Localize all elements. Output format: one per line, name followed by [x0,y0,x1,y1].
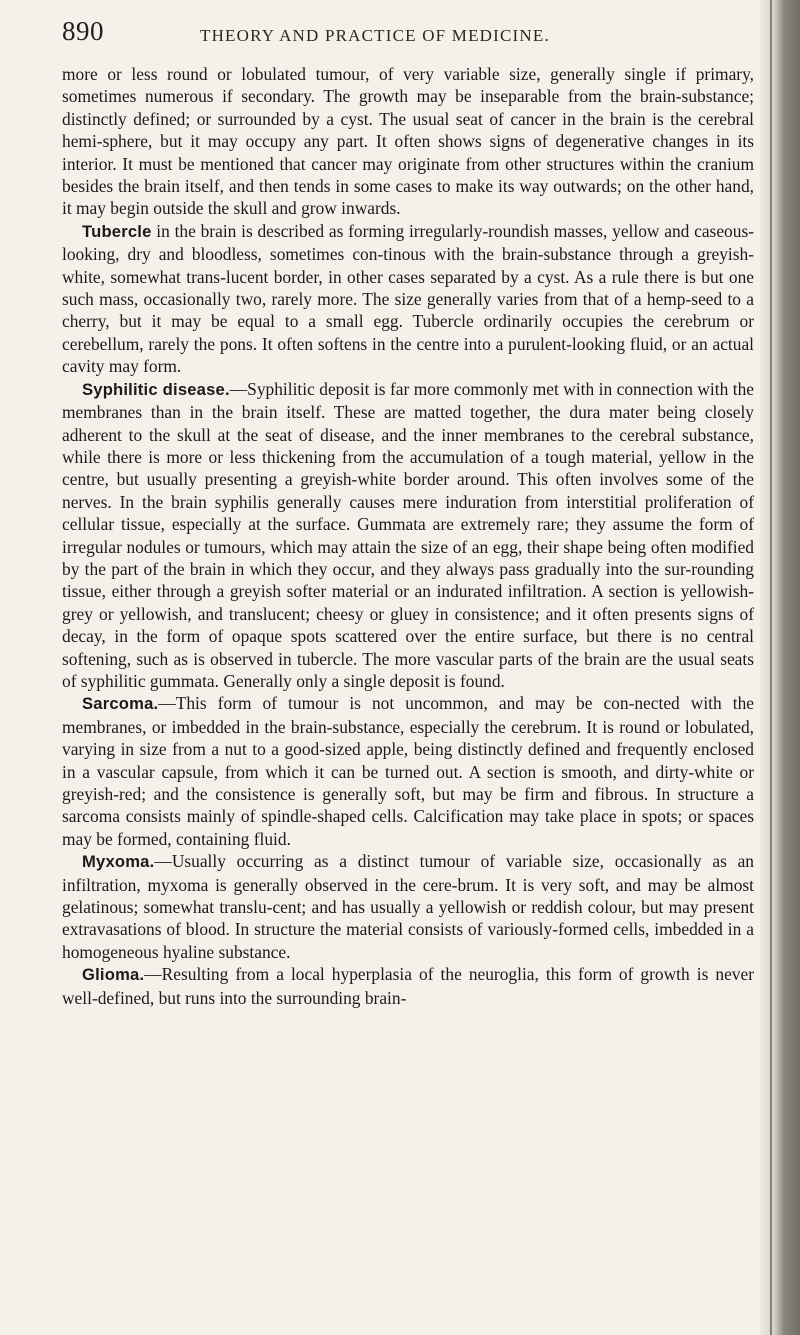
running-head: THEORY AND PRACTICE OF MEDICINE. [200,26,550,45]
paragraph-text: in the brain is described as forming irregularly-roundish masses, yellow and caseous-looking, dry and bloodless, sometimes con-tinous with the brain-substance through a greyish-white, somewhat trans-lucent border, in other cases separated by a cyst. As a rule there is but one such mass, occasionally two, rarely more. The size generally varies from that of a hemp-seed to a cherry, but it may be equal to a small egg. Tubercle ordinarily occupies the cerebrum or cerebellum, rarely the pons. It often softens in the centre into a purulent-looking fluid, or an actual cavity may form. [62,220,754,377]
book-gutter-shadow [760,0,800,1335]
page-header [62,16,762,58]
paragraph-syphilitic-disease [62,378,754,693]
paragraph-text: —This form of tumour is not uncommon, and may be con-nected with the membranes, or imbedded in the brain-substance, especially the cerebrum. It is round or lobulated, varying in size from a nut to a good-sized apple, being distinctly defined and frequently enclosed in a vascular capsule, from which it can be turned out. A section is smooth, and dirty-white or greyish-red; and the consistence is generally soft, but may be firm and fibrous. In structure a sarcoma consists mainly of spindle-shaped cells. Calcification may take place in spots; or spaces may be formed, containing fluid. [62,693,754,849]
section-term: Myxoma. [82,852,155,872]
paragraph-sarcoma [62,692,754,850]
paragraph-myxoma [62,850,754,963]
paragraph-text: —Syphilitic deposit is far more commonly met with in connection with the membranes than in the brain itself. These are matted together, the dura mater being closely adherent to the skull at the seat of disease, and the inner membranes to the cerebral substance, while there is more or less thickening from the accumulation of a tough material, yellow in the centre, but usually presenting a greyish-white border around. This often involves some of the nerves. In the brain syphilis generally causes mere induration from interstitial proliferation of cellular tissue, especially at the surface. Gummata are extremely rare; they assume the form of irregular nodules or tumours, which may attain the size of an egg, their shape being often modified by the part of the brain in which they occur, and they always pass gradually into the sur-rounding tissue, either through a greyish softer material or an indurated infiltration. A section is yellowish-grey or yellowish, and translucent; cheesy or gluey in consistence; and it often presents signs of decay, in the form of opaque spots scattered over the entire surface, but there is no central softening, such as is observed in tubercle. The more vascular parts of the brain are the usual seats of syphilitic gummata. Generally only a single deposit is found. [62,378,754,691]
book-gutter-edge [770,0,772,1335]
paragraph-glioma [62,963,754,1009]
body-text [62,63,754,1009]
section-term: Sarcoma. [82,694,159,714]
section-term: Tubercle [82,221,152,241]
paragraph-cancer-continued [62,63,754,220]
section-term: Glioma. [82,965,145,985]
paragraph-text: more or less round or lobulated tumour, of very variable size, generally single if primary, sometimes numerous if secondary. The growth may be inseparable from the brain-substance; distinctly defined; or surrounded by a cyst. The usual seat of cancer in the brain is the cerebral hemi-sphere, but it may occupy any part. It often shows signs of degenerative changes in its interior. It must be mentioned that cancer may originate from other structures within the cranium besides the brain itself, and then tends in some cases to make its way outwards; on the other hand, it may begin outside the skull and grow inwards. [62,64,754,219]
paragraph-text: —Usually occurring as a distinct tumour of variable size, occasionally as an infiltration, myxoma is generally observed in the cere-brum. It is very soft, and may be almost gelatinous; somewhat translu-cent; and has usually a yellowish or reddish colour, but may present extravasations of blood. In structure the material consists of variously-formed cells, imbedded in a homogeneous hyaline substance. [62,851,754,962]
section-term: Syphilitic disease. [82,379,230,399]
paragraph-tubercle [62,220,754,378]
paragraph-text: —Resulting from a local hyperplasia of the neuroglia, this form of growth is never well-defined, but runs into the surrounding brain- [62,964,754,1008]
page-number: 890 [62,16,104,46]
